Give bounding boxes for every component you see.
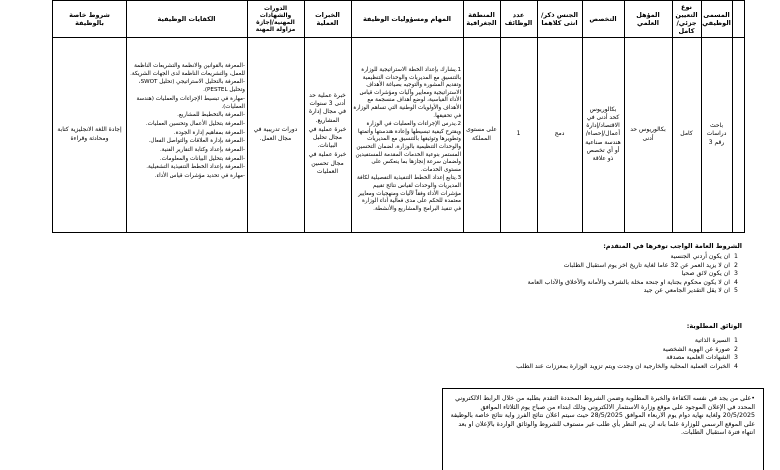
header-region: المنطقة الجغرافية <box>466 11 497 27</box>
job-table <box>52 0 745 233</box>
documents-title: الوثائق المطلوبة: <box>686 322 742 330</box>
list-item: 1 السيرة الذاتية <box>694 337 738 344</box>
header-job-title: المسمى الوظيفي <box>702 11 731 27</box>
cell-qualification: بكالوريوس حد أدنى <box>630 126 666 142</box>
cell-appointment-type: كامل <box>680 130 693 138</box>
competency-item: -المعرفة بتحليل الأعمال وتحسين العمليات. <box>145 120 245 127</box>
cell-experience <box>304 37 351 232</box>
header-qualification: المؤهل العلمي <box>636 11 660 27</box>
duty-item: 2.يدرس الإجراءات والعمليات في الوزارة ويقترح كيفية تبسيطها وإعادة هندستها وأتمتها وتطويرها وتوثيقها بالتنسيق مع المديريات والوحدات التنظيمية بالوزارة، لضمان التحسين المستمر بنوعية الخدمات المقدمة للمستفيدين ولضمان سرعة إنجازها بما ينعكس على مستوى الخدمات. <box>355 121 461 173</box>
competency-item: -المعرفة بإدارة العلاقات والتواصل الفعال. <box>148 138 245 145</box>
cell-job-title: باحث دراسات رقم 3 <box>706 122 727 146</box>
competency-item: -المعرفة بإعداد وكتابة التقارير الفنية. <box>159 147 245 154</box>
general-conditions-list <box>222 253 742 296</box>
competency-item: -المعرفة بالتحليل الاستراتيجي (تحليل SWOT، وتحليل PESTEL). <box>138 79 245 94</box>
experience-item: خبرة عملية حد أدنى 3 سنوات في مجال إدارة المشاريع. <box>308 91 346 124</box>
list-item: 3 ان يكون لائق صحيا <box>681 270 738 278</box>
header-positions-count: عدد الوظائف <box>504 11 533 27</box>
cell-specialization: بكالوريوس كحد أدنى في الاقتصاد/إدارة أعمال/إحصاء/هندسة صناعية أو أي تخصص ذو علاقة <box>585 105 621 162</box>
header-competencies: الكفايات الوظيفية <box>157 15 216 23</box>
application-note: •على من يجد في نفسه الكفاءة والخبرة المطلوبة وضمن الشروط المحددة التقدم بطلبه من خلال الرابط الالكتروني المحدد في الإعلان الموجود على موقع وزارة الاستثمار الالكتروني وذلك ابتداء من صباح يوم الثلاثاء الموافق 20/5/2025 ولغاية نهاية دوام يوم الاربعاء الموافق 28/5/2025 حيث سيتم اعلان نتائج الفرز واية نتائج خاصة بالوظيفة على الموقع الرسمي للوزارة علما بانه لن يتم النظر بأي طلب غير مستوف للشروط والوثائق الواردة بالإعلان او بعد انتهاء فترة استقبال الطلبات. <box>442 388 764 470</box>
competency-item: -المعرفة بتحليل البيانات والمعلومات. <box>159 155 245 162</box>
header-duties: المهام ومسؤوليات الوظيفة <box>362 15 452 23</box>
duty-item: 3.يتابع إعداد الخطط التنفيذية التفصيلية لكافة المديريات والوحدات لقياس نتائج تقييم مؤشرات الأداء وفقاً لآليات ومنهجيات ومعايير معتمدة للحكم على مدى فعالية أداء الوزارة في تنفيذ البرامج والمشاريع والأنشطة. <box>356 175 461 212</box>
competency-item: -مهارة في تبسيط الإجراءات والعمليات (هندسة العمليات). <box>136 95 245 110</box>
experience-item: خبرة عملية في مجال تحليل البيانات. <box>308 125 347 150</box>
cell-special-conditions: إجادة اللغة الانجليزية كتابة ومحادثة وقراءة <box>57 126 122 142</box>
competency-item: -مهارة في تحديد مؤشرات قياس الأداء. <box>154 173 245 180</box>
header-courses: الدورات والشهادات المهنية/إجازة مزاولة المهنة <box>255 5 296 33</box>
documents-list <box>222 337 742 371</box>
cell-gender: دمج <box>554 130 565 138</box>
competency-item: -المعرفة بالتخطيط للمشاريع. <box>177 112 245 119</box>
list-item: 4 ان لا يكون محكوم بجناية او جنحة مخلة بالشرف والأمانة والأخلاق والآداب العامة <box>527 278 738 286</box>
list-item: 4 الخبرات العملية المحلية والخارجية ان وجدت ويتم تزويد الوزارة بمعززات عند الطلب <box>516 362 738 370</box>
cell-region: على مستوى المملكة <box>466 126 497 142</box>
list-item: 2 صورة عن الهوية الشخصية <box>662 345 738 353</box>
duty-item: 1.يشارك بإعداد الخطة الاستراتيجية للوزارة بالتنسيق مع المديريات والوحدات التنظيمية وتقديم المشورة والتوجيه بصياغة الأهداف الاستراتيجية ومعايير وآليات ومؤشرات قياس الأداء القياسية، لوضع أهداف منسجمة مع الأهداف والأولويات الوطنية التي تساهم الوزارة في تحقيقها. <box>353 67 461 119</box>
header-experience: الخبرات العملية <box>315 11 340 27</box>
list-item: 3 الشهادات العلمية مصدقة <box>666 354 738 362</box>
cell-duties <box>351 37 463 232</box>
competency-item: -المعرفة بالقوانين والانظمة والتشريعات الناظمة للعمل، والتشريعات الناظمة لدى الجهات الشريكة. <box>130 63 245 77</box>
cell-competencies <box>126 37 247 232</box>
competency-item: -المعرفة بإعداد الخطط التنفيذية التشغيلية. <box>146 164 245 171</box>
header-special-conditions: شروط خاصة بالوظيفة <box>69 11 110 27</box>
header-appointment-type: نوع التعيين جزئي/كامل <box>675 3 698 35</box>
general-conditions-title: الشروط العامة الواجب توفرها في المتقدم: <box>603 242 742 250</box>
cell-positions-count: 1 <box>516 130 521 138</box>
header-specialization: التخصص <box>589 15 617 23</box>
list-item: 1 ان يكون أردني الجنسية <box>670 253 738 260</box>
list-item: 2 ان لا يزيد العمر عن 32 عاما لغاية تاريخ اخر يوم استقبال الطلبات <box>563 261 738 269</box>
competency-item: -المعرفة بمفاهيم إدارة الجودة. <box>173 129 245 136</box>
header-gender: الجنس ذكر/انثى كلاهما <box>541 11 578 27</box>
list-item: 5 ان لا يقل التقدير الجامعي عن جيد <box>643 287 738 295</box>
cell-courses: دورات تدريبية في مجال العمل. <box>253 126 298 142</box>
experience-item: خبرة عملية في مجال تحسين العمليات <box>308 151 347 175</box>
